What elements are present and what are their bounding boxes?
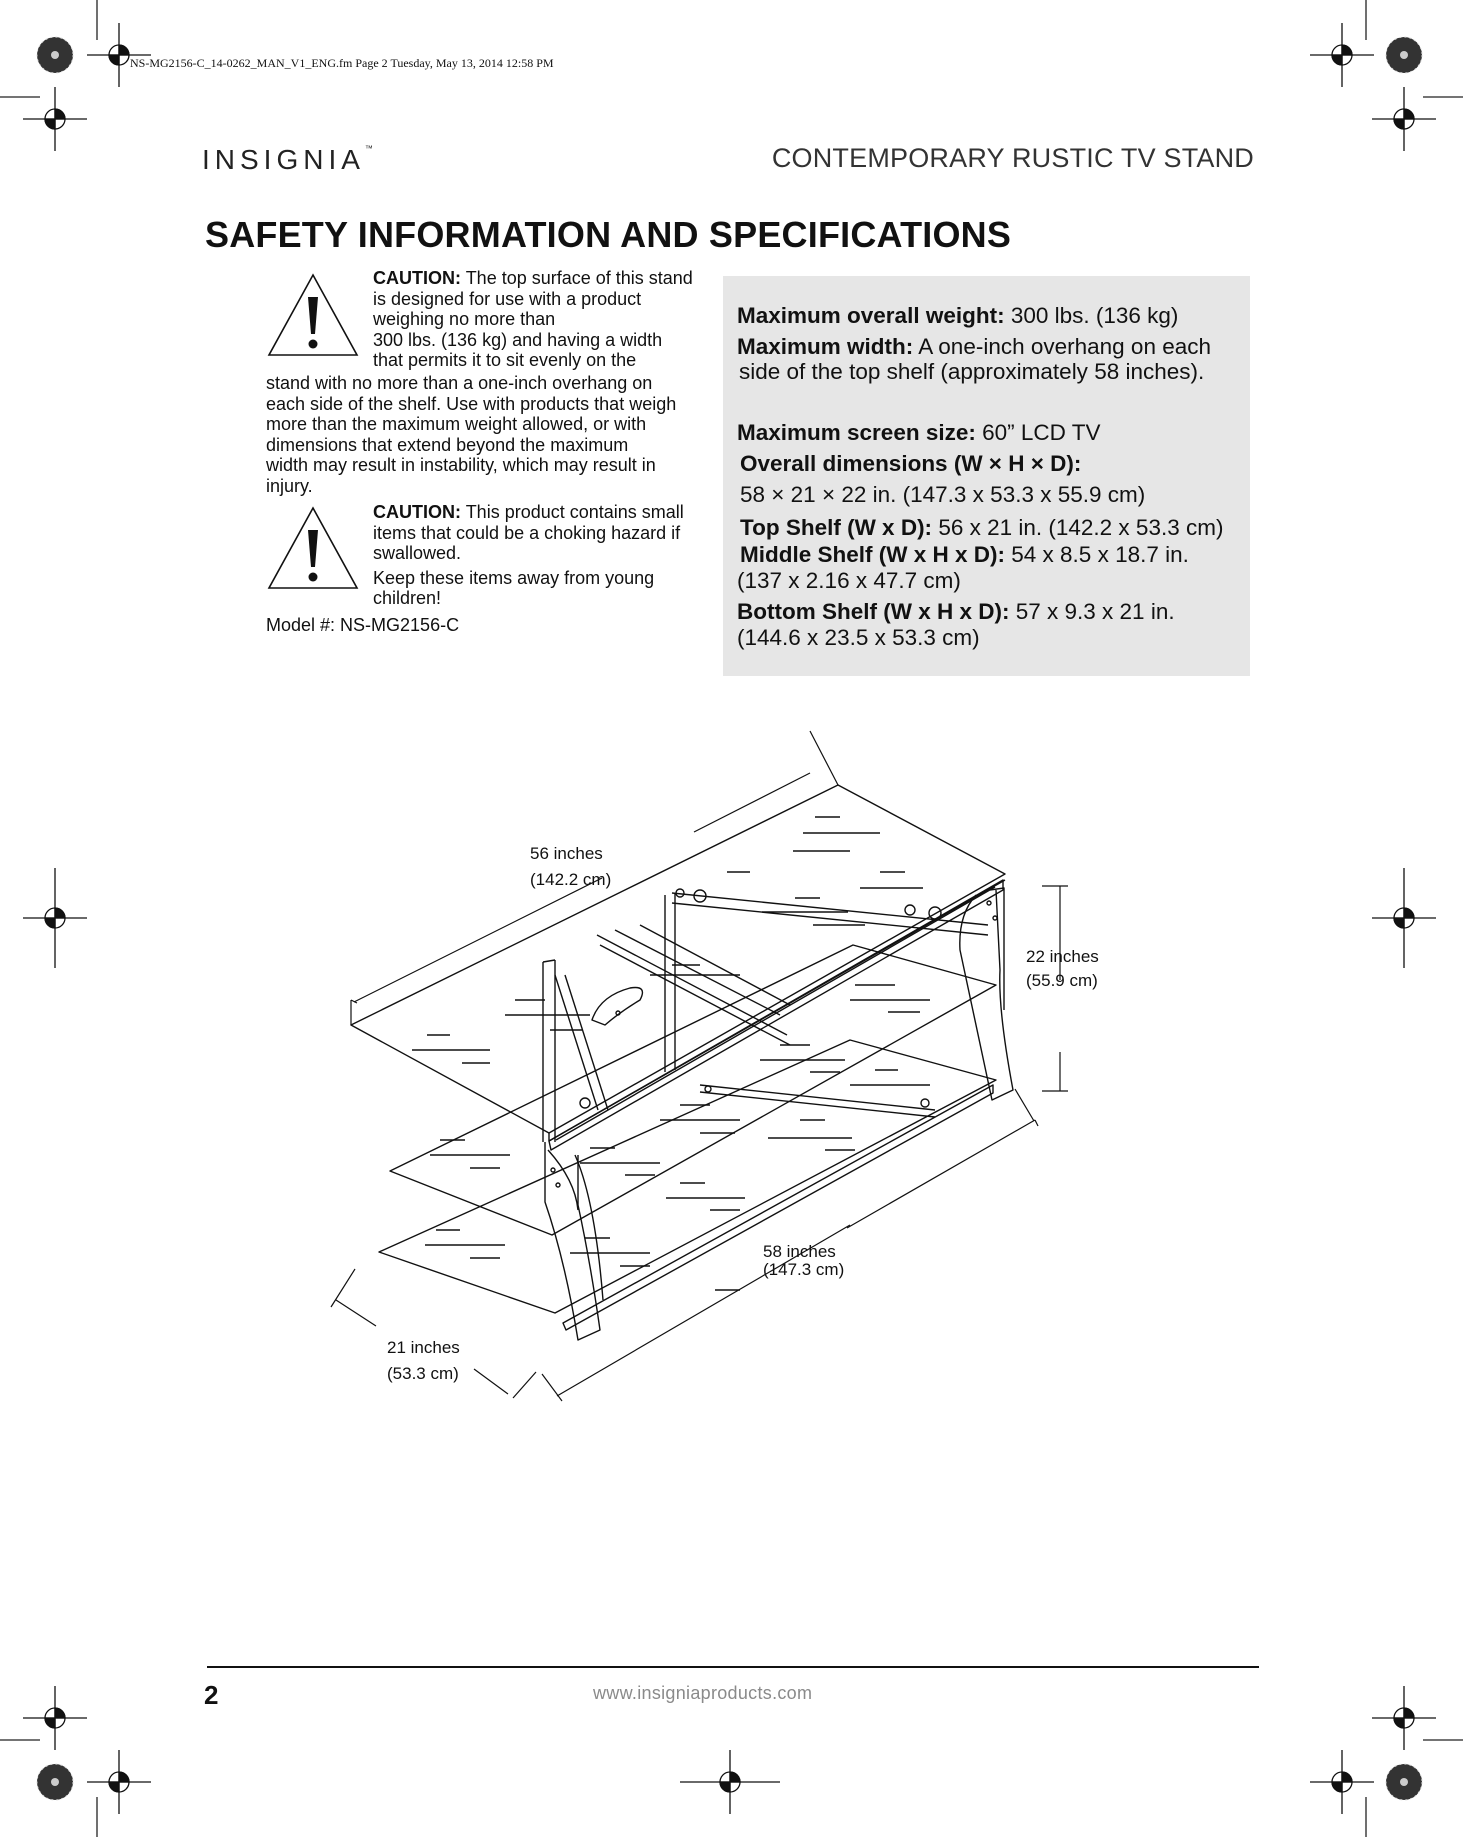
spec-max-weight: Maximum overall weight: 300 lbs. (136 kg)	[737, 303, 1179, 328]
page-heading: SAFETY INFORMATION AND SPECIFICATIONS	[205, 214, 1012, 255]
caution-1-line: that permits it to sit evenly on the	[373, 350, 637, 370]
spec-overall-value: 58 × 21 × 22 in. (147.3 x 53.3 x 55.9 cm)	[740, 482, 1146, 507]
spec-middle-shelf: Middle Shelf (W x H x D): 54 x 8.5 x 18.7 in.	[740, 542, 1189, 567]
spec-bottom-shelf: Bottom Shelf (W x H x D): 57 x 9.3 x 21 in.	[737, 599, 1175, 624]
spec-top-shelf: Top Shelf (W x D): 56 x 21 in. (142.2 x 53.3 cm)	[740, 515, 1224, 540]
top-shelf	[351, 785, 1005, 1133]
file-slug: NS-MG2156-C_14-0262_MAN_V1_ENG.fm Page 2 Tuesday, May 13, 2014 12:58 PM	[130, 56, 554, 70]
caution-1-line: width may result in instability, which may result in	[266, 455, 656, 475]
caution-1-line: is designed for use with a product	[373, 288, 642, 309]
document-title: CONTEMPORARY RUSTIC TV STAND	[771, 143, 1254, 173]
brand-name: INSIGNIA	[202, 144, 365, 175]
dimension-depth: 21 inches (53.3 cm)	[387, 1338, 460, 1383]
caution-2-line: items that could be a choking hazard if	[373, 522, 681, 543]
spec-bottom-shelf-metric: (144.6 x 23.5 x 53.3 cm)	[737, 625, 980, 650]
caution-2-line: children!	[373, 588, 442, 608]
caution-1-line: stand with no more than a one-inch overhang on	[266, 373, 653, 393]
dimension-overall-width: 58 inches (147.3 cm)	[763, 1242, 845, 1279]
spec-max-screen: Maximum screen size: 60” LCD TV	[737, 420, 1101, 445]
caution-label: CAUTION:	[373, 268, 461, 288]
caution-1-line: CAUTION: The top surface of this stand	[373, 268, 693, 288]
footer-divider	[207, 1666, 1259, 1668]
caution-2-line: Keep these items away from young	[373, 567, 655, 588]
caution-1-line: each side of the shelf. Use with products that weigh	[266, 393, 677, 414]
caution-2-line: CAUTION: This product contains small	[373, 502, 684, 522]
caution-1-line: 300 lbs. (136 kg) and having a width	[373, 329, 663, 350]
page-number: 2	[204, 1680, 219, 1710]
spec-middle-shelf-metric: (137 x 2.16 x 47.7 cm)	[737, 568, 961, 593]
caution-1-line: dimensions that extend beyond the maximum	[266, 434, 629, 455]
model-number: Model #: NS-MG2156-C	[266, 615, 460, 635]
caution-1-line: injury.	[266, 475, 313, 496]
middle-shelf	[390, 945, 996, 1235]
dimension-top-width: 56 inches (142.2 cm)	[530, 844, 612, 889]
dimension-lines	[331, 731, 1068, 1401]
caution-1-line: more than the maximum weight allowed, or with	[266, 414, 647, 434]
dimension-height: 22 inches (55.9 cm)	[1026, 947, 1099, 990]
caution-2-line: swallowed.	[373, 543, 462, 563]
spec-max-width: Maximum width: A one-inch overhang on each	[737, 334, 1211, 359]
footer-website-link[interactable]: www.insigniaproducts.com	[593, 1683, 813, 1703]
caution-1-line: weighing no more than	[373, 309, 556, 329]
spec-overall-label: Overall dimensions (W × H × D):	[740, 451, 1082, 476]
bottom-shelf	[379, 1040, 996, 1313]
trademark-mark: ™	[364, 144, 373, 153]
caution-label: CAUTION:	[373, 502, 461, 522]
spec-max-width-cont: side of the top shelf (approximately 58 inches).	[739, 359, 1205, 384]
